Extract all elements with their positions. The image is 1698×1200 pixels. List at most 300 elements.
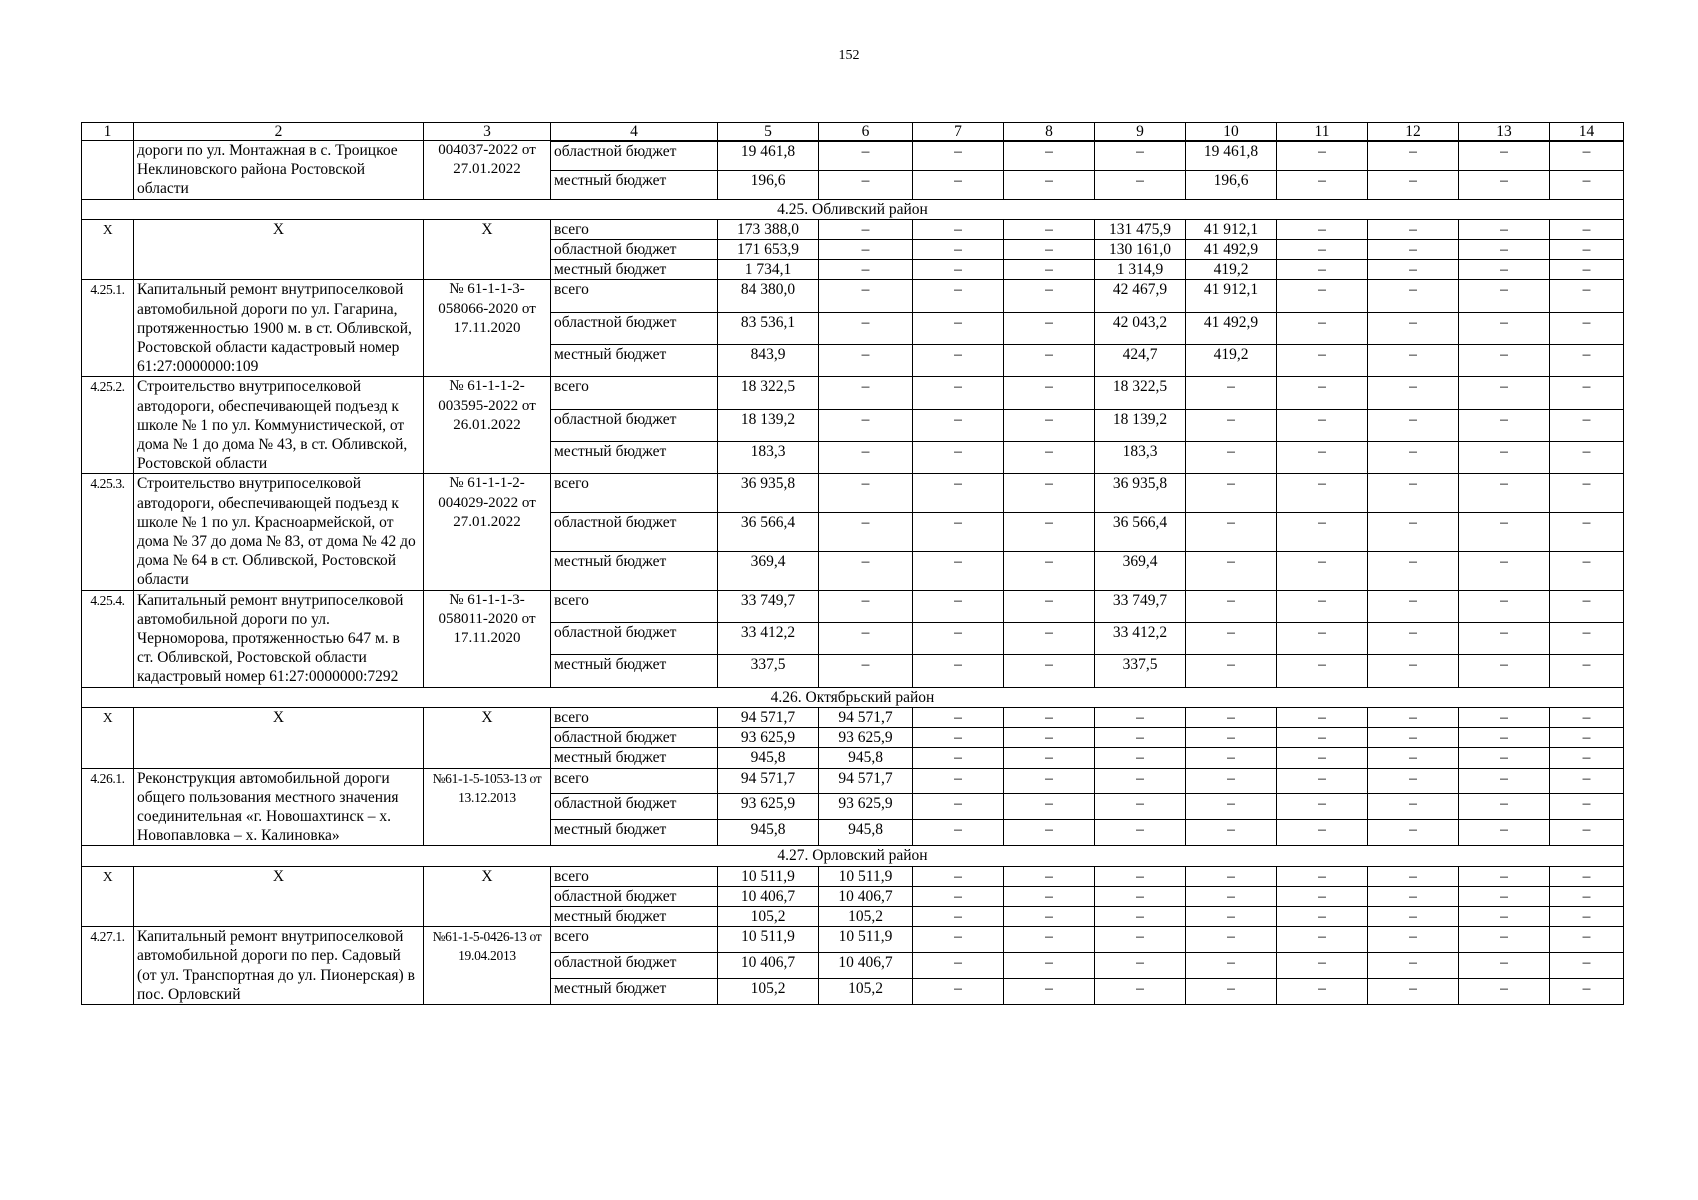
value-cell-col-8: – (1004, 474, 1095, 513)
value-cell-col-13: – (1459, 513, 1550, 552)
value-cell-col-11: – (1277, 312, 1368, 344)
value-cell-col-13: – (1459, 260, 1550, 280)
value-cell-col-5: 10 511,9 (718, 866, 819, 886)
table-body (82, 141, 1624, 1005)
total-row (82, 707, 1624, 727)
index-cell: 4.25.3. (82, 474, 134, 590)
value-cell-col-13: – (1459, 748, 1550, 768)
value-cell-col-14: – (1550, 794, 1624, 820)
value-cell-col-14: – (1550, 886, 1624, 906)
value-cell-col-13: – (1459, 345, 1550, 377)
value-cell-col-8: – (1004, 927, 1095, 953)
value-cell-col-9: – (1095, 886, 1186, 906)
value-cell-col-11: – (1277, 927, 1368, 953)
value-cell-col-8: – (1004, 345, 1095, 377)
value-cell-col-10: – (1186, 474, 1277, 513)
value-cell-col-13: – (1459, 979, 1550, 1005)
value-cell-col-13: – (1459, 927, 1550, 953)
total-row (82, 866, 1624, 886)
value-cell-col-6: 94 571,7 (819, 707, 913, 727)
total-row (82, 219, 1624, 239)
value-cell-col-8: – (1004, 655, 1095, 687)
value-cell-col-9: – (1095, 794, 1186, 820)
value-cell-col-14: – (1550, 409, 1624, 441)
value-cell-col-12: – (1368, 728, 1459, 748)
value-cell-col-12: – (1368, 866, 1459, 886)
value-cell-col-14: – (1550, 906, 1624, 926)
value-cell-col-5: 171 653,9 (718, 240, 819, 260)
value-cell-col-12: – (1368, 820, 1459, 846)
value-cell-col-6: 105,2 (819, 906, 913, 926)
section-row (82, 199, 1624, 219)
value-cell-col-8: – (1004, 728, 1095, 748)
value-cell-col-5: 93 625,9 (718, 794, 819, 820)
value-cell-col-11: – (1277, 655, 1368, 687)
index-cell: 4.25.2. (82, 377, 134, 474)
value-cell-col-5: 105,2 (718, 906, 819, 926)
value-cell-col-10: – (1186, 886, 1277, 906)
value-cell-col-7: – (913, 409, 1004, 441)
value-cell-col-5: 196,6 (718, 171, 819, 200)
funding-source-cell: областной бюджет (551, 623, 718, 655)
value-cell-col-5: 33 412,2 (718, 623, 819, 655)
value-cell-col-12: – (1368, 768, 1459, 794)
value-cell-col-7: – (913, 906, 1004, 926)
value-cell-col-10: 41 492,9 (1186, 312, 1277, 344)
value-cell-col-8: – (1004, 794, 1095, 820)
value-cell-col-6: – (819, 260, 913, 280)
value-cell-col-12: – (1368, 707, 1459, 727)
funding-source-cell: областной бюджет (551, 513, 718, 552)
value-cell-col-9: – (1095, 906, 1186, 926)
document-code-cell: №61-1-5-1053-13 от 13.12.2013 (424, 768, 551, 846)
value-cell-col-13: – (1459, 171, 1550, 200)
value-cell-col-14: – (1550, 953, 1624, 979)
value-cell-col-11: – (1277, 551, 1368, 590)
value-cell-col-6: – (819, 409, 913, 441)
value-cell-col-9: 1 314,9 (1095, 260, 1186, 280)
table-row (82, 474, 1624, 513)
value-cell-col-11: – (1277, 142, 1368, 171)
value-cell-col-7: – (913, 866, 1004, 886)
value-cell-col-11: – (1277, 748, 1368, 768)
value-cell-col-14: – (1550, 377, 1624, 409)
value-cell-col-12: – (1368, 590, 1459, 622)
value-cell-col-9: 131 475,9 (1095, 219, 1186, 239)
value-cell-col-7: – (913, 748, 1004, 768)
value-cell-col-11: – (1277, 768, 1368, 794)
value-cell-col-12: – (1368, 513, 1459, 552)
value-cell-col-8: – (1004, 280, 1095, 312)
value-cell-col-14: – (1550, 728, 1624, 748)
value-cell-col-9: 33 412,2 (1095, 623, 1186, 655)
value-cell-col-13: – (1459, 312, 1550, 344)
value-cell-col-14: – (1550, 623, 1624, 655)
funding-source-cell: местный бюджет (551, 442, 718, 474)
index-cell: 4.25.1. (82, 280, 134, 377)
value-cell-col-5: 93 625,9 (718, 728, 819, 748)
object-name-cell: Капитальный ремонт внутрипоселковой автомобильной дороги по ул. Гагарина, протяженностью 1900 м. в ст. Обливской, Ростовской области кадастровый номер 61:27:0000000:109 (134, 280, 424, 377)
value-cell-col-10: – (1186, 655, 1277, 687)
funding-source-cell: местный бюджет (551, 655, 718, 687)
value-cell-col-8: – (1004, 707, 1095, 727)
value-cell-col-11: – (1277, 260, 1368, 280)
value-cell-col-8: – (1004, 906, 1095, 926)
funding-source-cell: местный бюджет (551, 906, 718, 926)
value-cell-col-11: – (1277, 906, 1368, 926)
value-cell-col-11: – (1277, 513, 1368, 552)
value-cell-col-6: – (819, 171, 913, 200)
value-cell-col-14: – (1550, 345, 1624, 377)
funding-source-cell: областной бюджет (551, 312, 718, 344)
value-cell-col-9: – (1095, 707, 1186, 727)
value-cell-col-10: – (1186, 728, 1277, 748)
value-cell-col-6: 10 406,7 (819, 886, 913, 906)
value-cell-col-5: 18 139,2 (718, 409, 819, 441)
value-cell-col-10: – (1186, 377, 1277, 409)
document-code-cell: №61-1-5-0426-13 от 19.04.2013 (424, 927, 551, 1005)
value-cell-col-13: – (1459, 142, 1550, 171)
value-cell-col-10: – (1186, 513, 1277, 552)
funding-source-cell: всего (551, 280, 718, 312)
column-header-9: 9 (1095, 123, 1186, 141)
value-cell-col-10: 41 912,1 (1186, 219, 1277, 239)
funding-source-cell: местный бюджет (551, 345, 718, 377)
value-cell-col-7: – (913, 953, 1004, 979)
value-cell-col-14: – (1550, 312, 1624, 344)
value-cell-col-9: 33 749,7 (1095, 590, 1186, 622)
value-cell-col-5: 36 935,8 (718, 474, 819, 513)
value-cell-col-14: – (1550, 171, 1624, 200)
value-cell-col-13: – (1459, 728, 1550, 748)
value-cell-col-9: – (1095, 171, 1186, 200)
index-cell (82, 141, 134, 200)
value-cell-col-8: – (1004, 551, 1095, 590)
value-cell-col-10: – (1186, 953, 1277, 979)
value-cell-col-7: – (913, 707, 1004, 727)
value-cell-col-6: – (819, 240, 913, 260)
funding-source-cell: всего (551, 707, 718, 727)
value-cell-col-9: 36 566,4 (1095, 513, 1186, 552)
value-cell-col-7: – (913, 551, 1004, 590)
value-cell-col-6: 105,2 (819, 979, 913, 1005)
value-cell-col-7: – (913, 345, 1004, 377)
column-header-13: 13 (1459, 123, 1550, 141)
value-cell-col-11: – (1277, 171, 1368, 200)
value-cell-col-10: 19 461,8 (1186, 142, 1277, 171)
value-cell-col-11: – (1277, 345, 1368, 377)
value-cell-col-12: – (1368, 280, 1459, 312)
value-cell-col-9: 18 322,5 (1095, 377, 1186, 409)
document-code-cell: № 61-1-1-3-058066-2020 от 17.11.2020 (424, 280, 551, 377)
value-cell-col-14: – (1550, 707, 1624, 727)
value-cell-col-11: – (1277, 280, 1368, 312)
object-name-cell: Строительство внутрипоселковой автодороги, обеспечивающей подъезд к школе № 1 по ул. Красноармейской, от дома № 37 до дома № 83, от дома № 42 до дома № 64 в ст. Обливской, Ростовской области (134, 474, 424, 590)
value-cell-col-7: – (913, 623, 1004, 655)
value-cell-col-5: 1 734,1 (718, 260, 819, 280)
value-cell-col-11: – (1277, 240, 1368, 260)
index-cell: 4.26.1. (82, 768, 134, 846)
value-cell-col-13: – (1459, 409, 1550, 441)
value-cell-col-7: – (913, 927, 1004, 953)
value-cell-col-10: 419,2 (1186, 260, 1277, 280)
value-cell-col-13: – (1459, 590, 1550, 622)
table-row (82, 377, 1624, 409)
value-cell-col-10: – (1186, 590, 1277, 622)
column-header-5: 5 (718, 123, 819, 141)
value-cell-col-6: 94 571,7 (819, 768, 913, 794)
value-cell-col-14: – (1550, 655, 1624, 687)
value-cell-col-13: – (1459, 953, 1550, 979)
section-row (82, 846, 1624, 866)
value-cell-col-6: – (819, 280, 913, 312)
column-header-3: 3 (424, 123, 551, 141)
value-cell-col-13: – (1459, 655, 1550, 687)
value-cell-col-11: – (1277, 623, 1368, 655)
value-cell-col-14: – (1550, 768, 1624, 794)
document-code-cell: № 61-1-1-2-004029-2022 от 27.01.2022 (424, 474, 551, 590)
funding-source-cell: всего (551, 474, 718, 513)
value-cell-col-5: 337,5 (718, 655, 819, 687)
value-cell-col-9: 130 161,0 (1095, 240, 1186, 260)
value-cell-col-13: – (1459, 820, 1550, 846)
value-cell-col-14: – (1550, 474, 1624, 513)
funding-source-cell: местный бюджет (551, 551, 718, 590)
value-cell-col-9: 18 139,2 (1095, 409, 1186, 441)
value-cell-col-8: – (1004, 377, 1095, 409)
column-header-4: 4 (551, 123, 718, 141)
value-cell-col-12: – (1368, 474, 1459, 513)
value-cell-col-5: 83 536,1 (718, 312, 819, 344)
value-cell-col-14: – (1550, 219, 1624, 239)
funding-source-cell: областной бюджет (551, 409, 718, 441)
value-cell-col-7: – (913, 820, 1004, 846)
value-cell-col-6: 10 406,7 (819, 953, 913, 979)
value-cell-col-8: – (1004, 260, 1095, 280)
value-cell-col-9: – (1095, 728, 1186, 748)
value-cell-col-12: – (1368, 312, 1459, 344)
value-cell-col-9: – (1095, 927, 1186, 953)
value-cell-col-12: – (1368, 953, 1459, 979)
table-row (82, 280, 1624, 312)
value-cell-col-5: 945,8 (718, 820, 819, 846)
value-cell-col-6: – (819, 345, 913, 377)
value-cell-col-10: – (1186, 927, 1277, 953)
value-cell-col-10: 41 912,1 (1186, 280, 1277, 312)
funding-source-cell: местный бюджет (551, 748, 718, 768)
value-cell-col-10: – (1186, 409, 1277, 441)
value-cell-col-10: – (1186, 623, 1277, 655)
section-row (82, 687, 1624, 707)
value-cell-col-7: – (913, 312, 1004, 344)
value-cell-col-5: 945,8 (718, 748, 819, 768)
value-cell-col-11: – (1277, 794, 1368, 820)
value-cell-col-5: 33 749,7 (718, 590, 819, 622)
table-row (82, 927, 1624, 953)
table-header (82, 123, 1624, 141)
value-cell-col-11: – (1277, 474, 1368, 513)
value-cell-col-9: 36 935,8 (1095, 474, 1186, 513)
value-cell-col-12: – (1368, 927, 1459, 953)
index-cell: 4.27.1. (82, 927, 134, 1005)
value-cell-col-6: – (819, 513, 913, 552)
value-cell-col-11: – (1277, 728, 1368, 748)
value-cell-col-10: – (1186, 707, 1277, 727)
funding-source-cell: областной бюджет (551, 142, 718, 171)
value-cell-col-7: – (913, 768, 1004, 794)
object-name-cell: дороги по ул. Монтажная в с. Троицкое Неклиновского района Ростовской области (134, 141, 424, 200)
value-cell-col-7: – (913, 142, 1004, 171)
funding-source-cell: областной бюджет (551, 886, 718, 906)
column-header-2: 2 (134, 123, 424, 141)
value-cell-col-5: 94 571,7 (718, 768, 819, 794)
value-cell-col-12: – (1368, 171, 1459, 200)
funding-source-cell: областной бюджет (551, 953, 718, 979)
value-cell-col-12: – (1368, 886, 1459, 906)
value-cell-col-10: – (1186, 748, 1277, 768)
value-cell-col-5: 10 406,7 (718, 886, 819, 906)
index-cell: X (82, 219, 134, 280)
value-cell-col-12: – (1368, 142, 1459, 171)
value-cell-col-8: – (1004, 768, 1095, 794)
value-cell-col-11: – (1277, 820, 1368, 846)
document-code-cell: X (424, 219, 551, 280)
value-cell-col-14: – (1550, 748, 1624, 768)
value-cell-col-12: – (1368, 442, 1459, 474)
value-cell-col-5: 36 566,4 (718, 513, 819, 552)
funding-source-cell: местный бюджет (551, 820, 718, 846)
value-cell-col-5: 843,9 (718, 345, 819, 377)
value-cell-col-6: – (819, 551, 913, 590)
value-cell-col-8: – (1004, 623, 1095, 655)
value-cell-col-6: – (819, 312, 913, 344)
value-cell-col-14: – (1550, 866, 1624, 886)
funding-source-cell: местный бюджет (551, 979, 718, 1005)
value-cell-col-7: – (913, 474, 1004, 513)
value-cell-col-6: 10 511,9 (819, 866, 913, 886)
value-cell-col-12: – (1368, 906, 1459, 926)
value-cell-col-9: – (1095, 142, 1186, 171)
value-cell-col-7: – (913, 260, 1004, 280)
funding-source-cell: всего (551, 866, 718, 886)
value-cell-col-8: – (1004, 866, 1095, 886)
section-title: 4.27. Орловский район (82, 846, 1624, 866)
value-cell-col-10: – (1186, 442, 1277, 474)
value-cell-col-10: – (1186, 979, 1277, 1005)
value-cell-col-8: – (1004, 142, 1095, 171)
value-cell-col-13: – (1459, 474, 1550, 513)
value-cell-col-7: – (913, 442, 1004, 474)
value-cell-col-9: – (1095, 979, 1186, 1005)
funding-source-cell: областной бюджет (551, 794, 718, 820)
value-cell-col-14: – (1550, 979, 1624, 1005)
value-cell-col-10: – (1186, 866, 1277, 886)
value-cell-col-12: – (1368, 377, 1459, 409)
value-cell-col-14: – (1550, 927, 1624, 953)
value-cell-col-8: – (1004, 312, 1095, 344)
value-cell-col-5: 18 322,5 (718, 377, 819, 409)
value-cell-col-9: 369,4 (1095, 551, 1186, 590)
value-cell-col-9: – (1095, 953, 1186, 979)
column-header-1: 1 (82, 123, 134, 141)
value-cell-col-10: – (1186, 820, 1277, 846)
column-header-6: 6 (819, 123, 913, 141)
value-cell-col-11: – (1277, 590, 1368, 622)
value-cell-col-13: – (1459, 906, 1550, 926)
funding-source-cell: всего (551, 590, 718, 622)
value-cell-col-8: – (1004, 409, 1095, 441)
value-cell-col-13: – (1459, 280, 1550, 312)
index-cell: X (82, 866, 134, 927)
value-cell-col-6: – (819, 142, 913, 171)
value-cell-col-7: – (913, 377, 1004, 409)
value-cell-col-11: – (1277, 377, 1368, 409)
value-cell-col-6: 10 511,9 (819, 927, 913, 953)
value-cell-col-10: 41 492,9 (1186, 240, 1277, 260)
value-cell-col-9: 424,7 (1095, 345, 1186, 377)
value-cell-col-7: – (913, 886, 1004, 906)
value-cell-col-6: – (819, 623, 913, 655)
value-cell-col-8: – (1004, 513, 1095, 552)
column-header-14: 14 (1550, 123, 1624, 141)
value-cell-col-8: – (1004, 748, 1095, 768)
value-cell-col-7: – (913, 280, 1004, 312)
value-cell-col-12: – (1368, 240, 1459, 260)
value-cell-col-7: – (913, 240, 1004, 260)
object-name-cell: Капитальный ремонт внутрипоселковой автомобильной дороги по ул. Черноморова, протяженностью 647 м. в ст. Обливской, Ростовской области кадастровый номер 61:27:0000000:7292 (134, 590, 424, 687)
value-cell-col-11: – (1277, 886, 1368, 906)
value-cell-col-11: – (1277, 442, 1368, 474)
value-cell-col-5: 84 380,0 (718, 280, 819, 312)
value-cell-col-6: 945,8 (819, 748, 913, 768)
document-code-cell: 004037-2022 от 27.01.2022 (424, 141, 551, 200)
value-cell-col-13: – (1459, 886, 1550, 906)
value-cell-col-6: – (819, 377, 913, 409)
header-row (82, 123, 1624, 141)
value-cell-col-12: – (1368, 409, 1459, 441)
column-header-8: 8 (1004, 123, 1095, 141)
section-title: 4.26. Октябрьский район (82, 687, 1624, 707)
value-cell-col-13: – (1459, 623, 1550, 655)
value-cell-col-12: – (1368, 794, 1459, 820)
value-cell-col-14: – (1550, 513, 1624, 552)
column-header-7: 7 (913, 123, 1004, 141)
value-cell-col-10: 196,6 (1186, 171, 1277, 200)
value-cell-col-11: – (1277, 979, 1368, 1005)
value-cell-col-9: 42 467,9 (1095, 280, 1186, 312)
value-cell-col-14: – (1550, 240, 1624, 260)
value-cell-col-6: – (819, 474, 913, 513)
value-cell-col-7: – (913, 513, 1004, 552)
value-cell-col-14: – (1550, 442, 1624, 474)
funding-source-cell: областной бюджет (551, 240, 718, 260)
value-cell-col-6: 93 625,9 (819, 794, 913, 820)
object-name-cell: Капитальный ремонт внутрипоселковой автомобильной дороги по пер. Садовый (от ул. Транспортная до ул. Пионерская) в пос. Орловский (134, 927, 424, 1005)
value-cell-col-7: – (913, 794, 1004, 820)
value-cell-col-9: 183,3 (1095, 442, 1186, 474)
value-cell-col-12: – (1368, 260, 1459, 280)
funding-source-cell: всего (551, 927, 718, 953)
value-cell-col-6: – (819, 590, 913, 622)
funding-source-cell: областной бюджет (551, 728, 718, 748)
value-cell-col-11: – (1277, 409, 1368, 441)
value-cell-col-12: – (1368, 551, 1459, 590)
value-cell-col-6: 945,8 (819, 820, 913, 846)
table-row (82, 590, 1624, 622)
value-cell-col-6: – (819, 655, 913, 687)
value-cell-col-5: 10 406,7 (718, 953, 819, 979)
value-cell-col-8: – (1004, 590, 1095, 622)
